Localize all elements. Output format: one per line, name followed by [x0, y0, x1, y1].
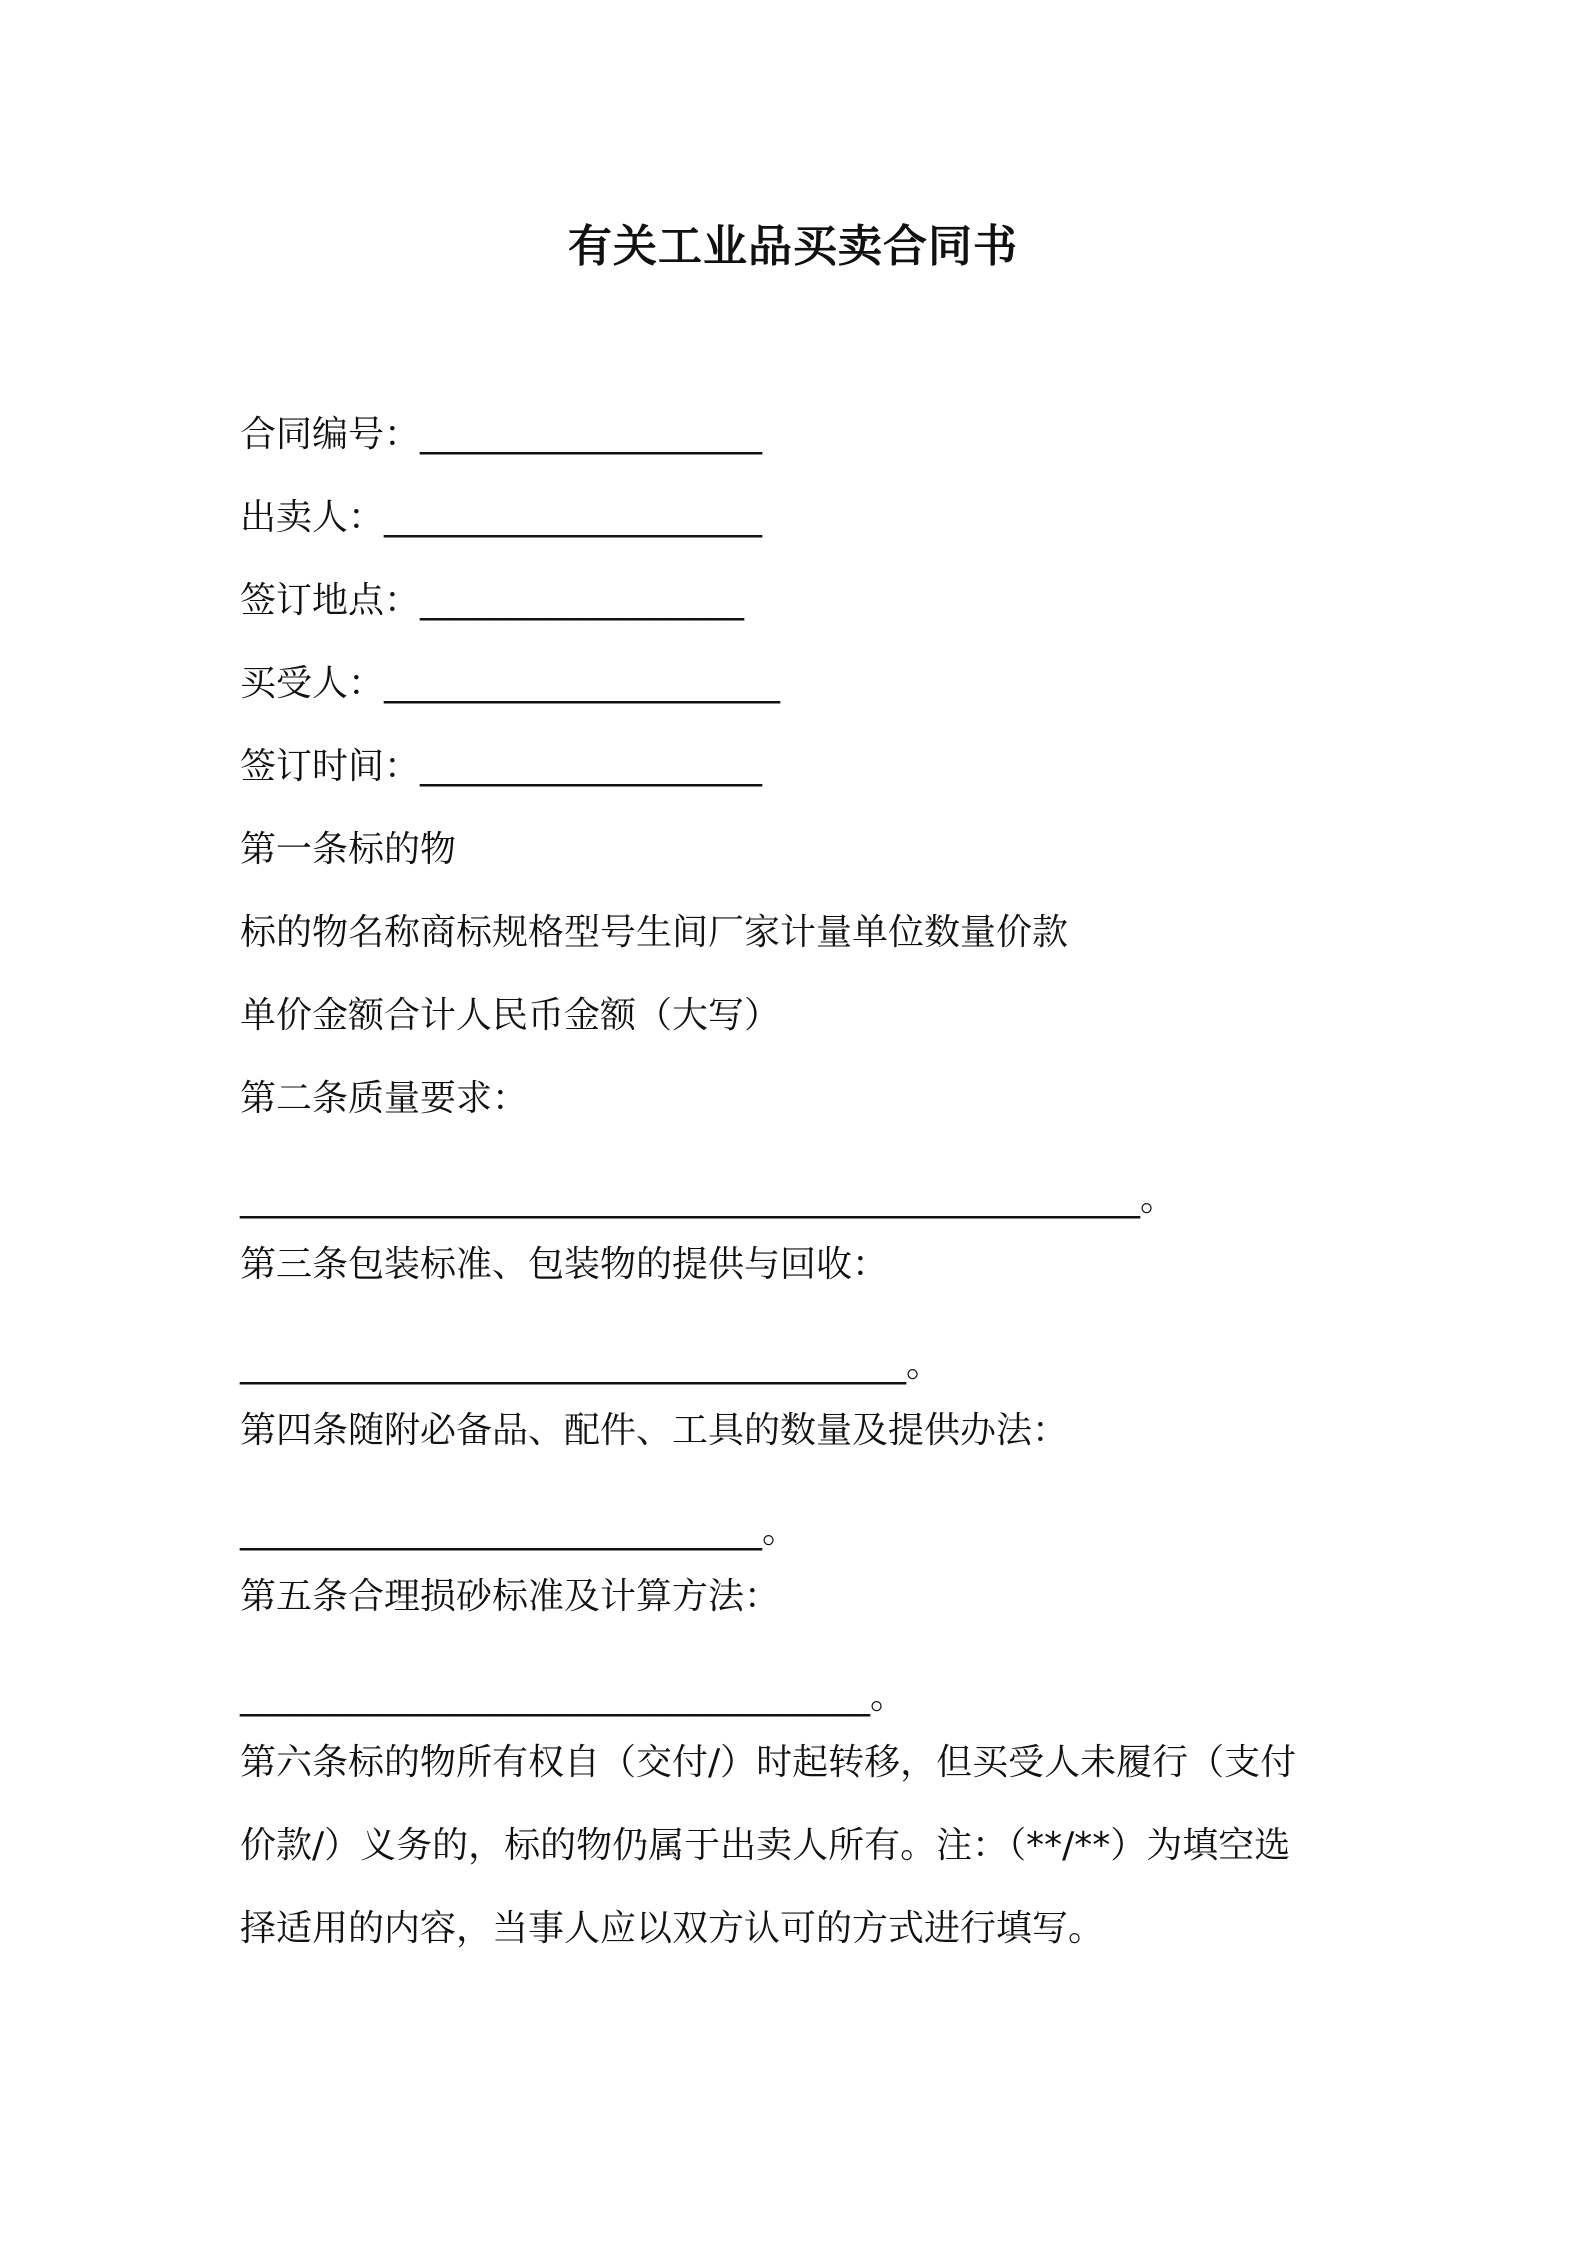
article-3-blank: _____________________________________。	[240, 1344, 942, 1385]
article-5-heading: 第五条合理损砂标准及计算方法：	[240, 1576, 781, 1617]
article-4-heading: 第四条随附必备品、配件、工具的数量及提供办法：	[240, 1410, 1069, 1451]
signing-time-field: 签订时间：___________________	[240, 746, 763, 787]
article-4-blank: _____________________________。	[240, 1510, 798, 1551]
article-6-text-line-3: 择适用的内容，当事人应以双方认可的方式进行填写。	[240, 1908, 1105, 1949]
article-1-heading: 第一条标的物	[240, 829, 457, 870]
buyer-field: 买受人：______________________	[240, 663, 781, 704]
seller-field: 出卖人：_____________________	[240, 497, 763, 538]
article-2-heading: 第二条质量要求：	[240, 1078, 529, 1119]
article-6-text-line-2: 价款/）义务的，标的物仍属于出卖人所有。注：（**/**）为填空选	[240, 1825, 1291, 1866]
article-6-text-line-1: 第六条标的物所有权自（交付/）时起转移，但买受人未履行（支付	[240, 1742, 1297, 1783]
document-title: 有关工业品买卖合同书	[568, 221, 1018, 272]
article-3-heading: 第三条包装标准、包装物的提供与回收：	[240, 1244, 889, 1285]
article-2-blank: __________________________________________________。	[240, 1178, 1176, 1219]
article-5-blank: ___________________________________。	[240, 1676, 906, 1717]
article-1-columns-line-1: 标的物名称商标规格型号生间厂家计量单位数量价款	[240, 912, 1069, 953]
signing-place-field: 签订地点：__________________	[240, 580, 745, 621]
article-1-columns-line-2: 单价金额合计人民币金额（大写）	[240, 995, 781, 1036]
contract-number-field: 合同编号：___________________	[240, 414, 763, 455]
